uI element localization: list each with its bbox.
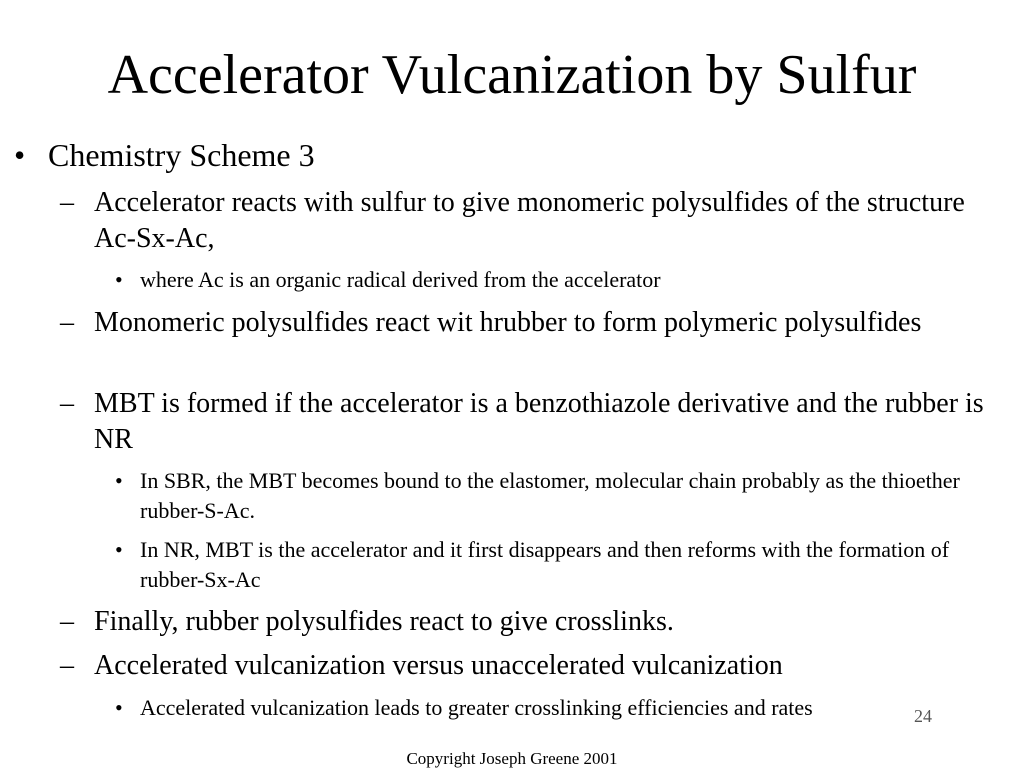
bullet-level3 <box>115 693 1010 723</box>
bullet-level3 <box>115 265 1010 295</box>
bullet-text: MBT is formed if the accelerator is a benzothiazole derivative and the rubber is NR <box>94 388 984 455</box>
bullet-level2 <box>60 305 1004 341</box>
bullet-level1 <box>14 136 1004 174</box>
dash-marker: – <box>60 187 74 218</box>
bullet-marker: • <box>14 137 26 173</box>
bullet-level2 <box>60 185 1004 257</box>
bullet-level2 <box>60 604 1004 640</box>
bullet-level3 <box>115 466 1010 526</box>
dash-marker: – <box>60 388 74 419</box>
bullet-text: Accelerated vulcanization versus unaccelerated vulcanization <box>94 650 783 681</box>
slide-title: Accelerator Vulcanization by Sulfur <box>107 44 917 106</box>
copyright-footer: Copyright Joseph Greene 2001 <box>406 749 618 768</box>
bullet-level3 <box>115 535 1010 595</box>
bullet-text: In SBR, the MBT becomes bound to the elastomer, molecular chain probably as the thioether rubber-S-Ac. <box>140 468 960 523</box>
bullet-level2 <box>60 386 1004 458</box>
dash-marker: – <box>60 650 74 681</box>
bullet-marker: • <box>115 267 123 292</box>
bullet-marker: • <box>115 468 123 493</box>
bullet-text: In NR, MBT is the accelerator and it first disappears and then reforms with the formation of rubber-Sx-Ac <box>140 537 950 592</box>
bullet-level2 <box>60 648 1004 684</box>
bullet-marker: • <box>115 537 123 562</box>
bullet-text: where Ac is an organic radical derived from the accelerator <box>140 267 661 292</box>
page-number: 24 <box>914 706 932 726</box>
bullet-text: Chemistry Scheme 3 <box>48 137 315 173</box>
bullet-text: Accelerated vulcanization leads to greater crosslinking efficiencies and rates <box>140 695 813 720</box>
dash-marker: – <box>60 307 74 338</box>
bullet-text: Accelerator reacts with sulfur to give monomeric polysulfides of the structure Ac-Sx-Ac, <box>94 187 965 254</box>
dash-marker: – <box>60 606 74 637</box>
bullet-marker: • <box>115 695 123 720</box>
bullet-text: Monomeric polysulfides react wit hrubber to form polymeric polysulfides <box>94 307 922 338</box>
bullet-text: Finally, rubber polysulfides react to give crosslinks. <box>94 606 674 637</box>
